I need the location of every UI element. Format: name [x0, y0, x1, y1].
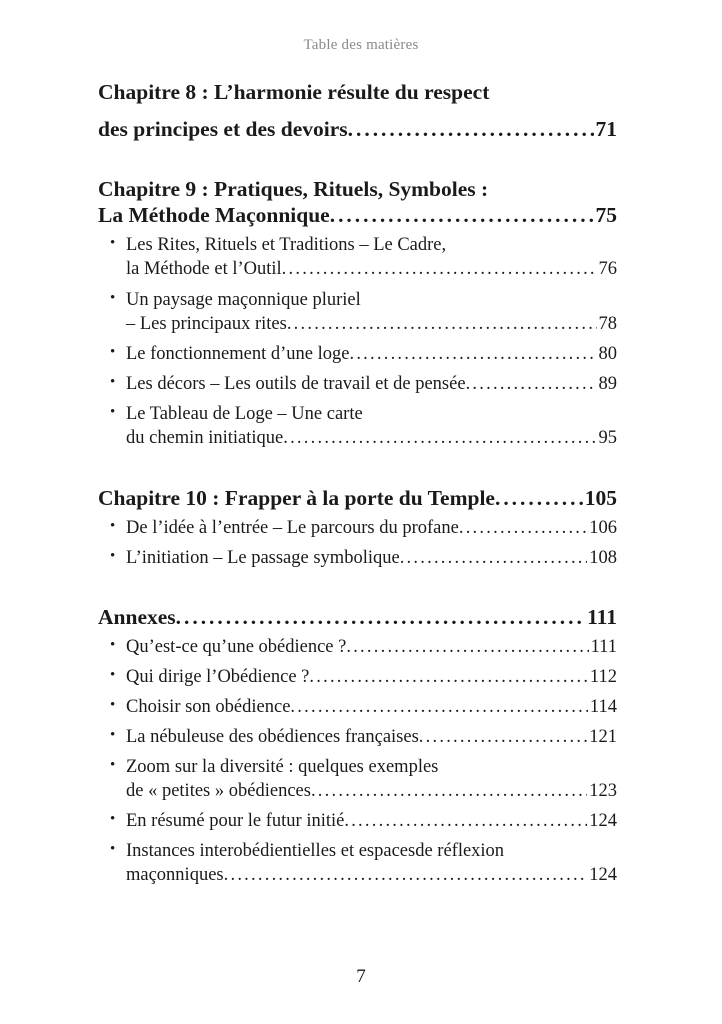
list-item: • Zoom sur la diversité : quelques exemples: [126, 757, 438, 778]
page-number: 75: [595, 203, 617, 227]
bullet-icon: •: [110, 518, 116, 534]
page-number: 76: [598, 259, 617, 279]
toc-entry[interactable]: • Choisir son obédience . . . 114: [126, 697, 617, 718]
toc-entry[interactable]: • La nébuleuse des obédiences françaises . . . 121: [126, 727, 617, 748]
page-number: 105: [584, 486, 617, 510]
page-number: 112: [589, 667, 617, 687]
list-item: • Le Tableau de Loge – Une carte: [126, 404, 363, 425]
bullet-icon: •: [110, 697, 116, 713]
toc-entry[interactable]: • De l’idée à l’entrée – Le parcours du profane . . . 106: [126, 518, 617, 539]
toc-entry[interactable]: • Qu’est-ce qu’une obédience ? . . . 111: [126, 637, 617, 658]
bullet-icon: •: [110, 548, 116, 564]
bullet-icon: •: [110, 727, 116, 743]
toc-entry[interactable]: du chemin initiatique . . . 95: [126, 428, 617, 449]
toc-entry[interactable]: • L’initiation – Le passage symbolique . . . 108: [126, 548, 617, 569]
chapter-9-title-line1: Chapitre 9 : Pratiques, Rituels, Symboles :: [98, 177, 489, 201]
page-number: 108: [589, 548, 617, 568]
toc-entry[interactable]: • Le fonctionnement d’une loge . . . 80: [126, 344, 617, 365]
page-number: 111: [587, 605, 617, 629]
page-number: 124: [589, 865, 617, 885]
page-number: 71: [595, 117, 617, 141]
page-number: 123: [589, 781, 617, 801]
page-number: 124: [589, 811, 617, 831]
bullet-icon: •: [110, 811, 116, 827]
annexes-entry[interactable]: Annexes . . . 111: [98, 605, 617, 630]
chapter-8-title-line1: Chapitre 8 : L’harmonie résulte du respect: [98, 80, 490, 104]
page-number: 106: [589, 518, 617, 538]
list-item: • Un paysage maçonnique pluriel: [126, 290, 361, 311]
bullet-icon: •: [110, 344, 116, 360]
bullet-icon: •: [110, 374, 116, 390]
page-number: 80: [598, 344, 617, 364]
toc-entry[interactable]: la Méthode et l’Outil . . . 76: [126, 259, 617, 280]
toc-entry[interactable]: maçonniques . . . 124: [126, 865, 617, 886]
toc-entry[interactable]: – Les principaux rites . . . 78: [126, 314, 617, 335]
page-number-footer: 7: [356, 966, 366, 987]
chapter-9-entry[interactable]: La Méthode Maçonnique . . . 75: [98, 203, 617, 228]
page-number: 111: [590, 637, 617, 657]
chapter-8-entry[interactable]: des principes et des devoirs . . . 71: [98, 117, 617, 142]
running-header: Table des matières: [303, 37, 419, 53]
page-number: 89: [598, 374, 617, 394]
toc-entry[interactable]: de « petites » obédiences . . . 123: [126, 781, 617, 802]
bullet-icon: •: [110, 637, 116, 653]
list-item: • Instances interobédientielles et espacesde réflexion: [126, 841, 504, 862]
toc-entry[interactable]: • Les décors – Les outils de travail et de pensée . . . 89: [126, 374, 617, 395]
toc-entry[interactable]: • En résumé pour le futur initié . . . 124: [126, 811, 617, 832]
bullet-icon: •: [110, 667, 116, 683]
page-number: 95: [598, 428, 617, 448]
chapter-10-entry[interactable]: Chapitre 10 : Frapper à la porte du Temple . . . 105: [98, 486, 617, 511]
page-number: 121: [589, 727, 617, 747]
toc-entry[interactable]: • Qui dirige l’Obédience ? . . . 112: [126, 667, 617, 688]
page-number: 114: [589, 697, 617, 717]
page-number: 78: [598, 314, 617, 334]
list-item: • Les Rites, Rituels et Traditions – Le Cadre,: [126, 235, 446, 256]
